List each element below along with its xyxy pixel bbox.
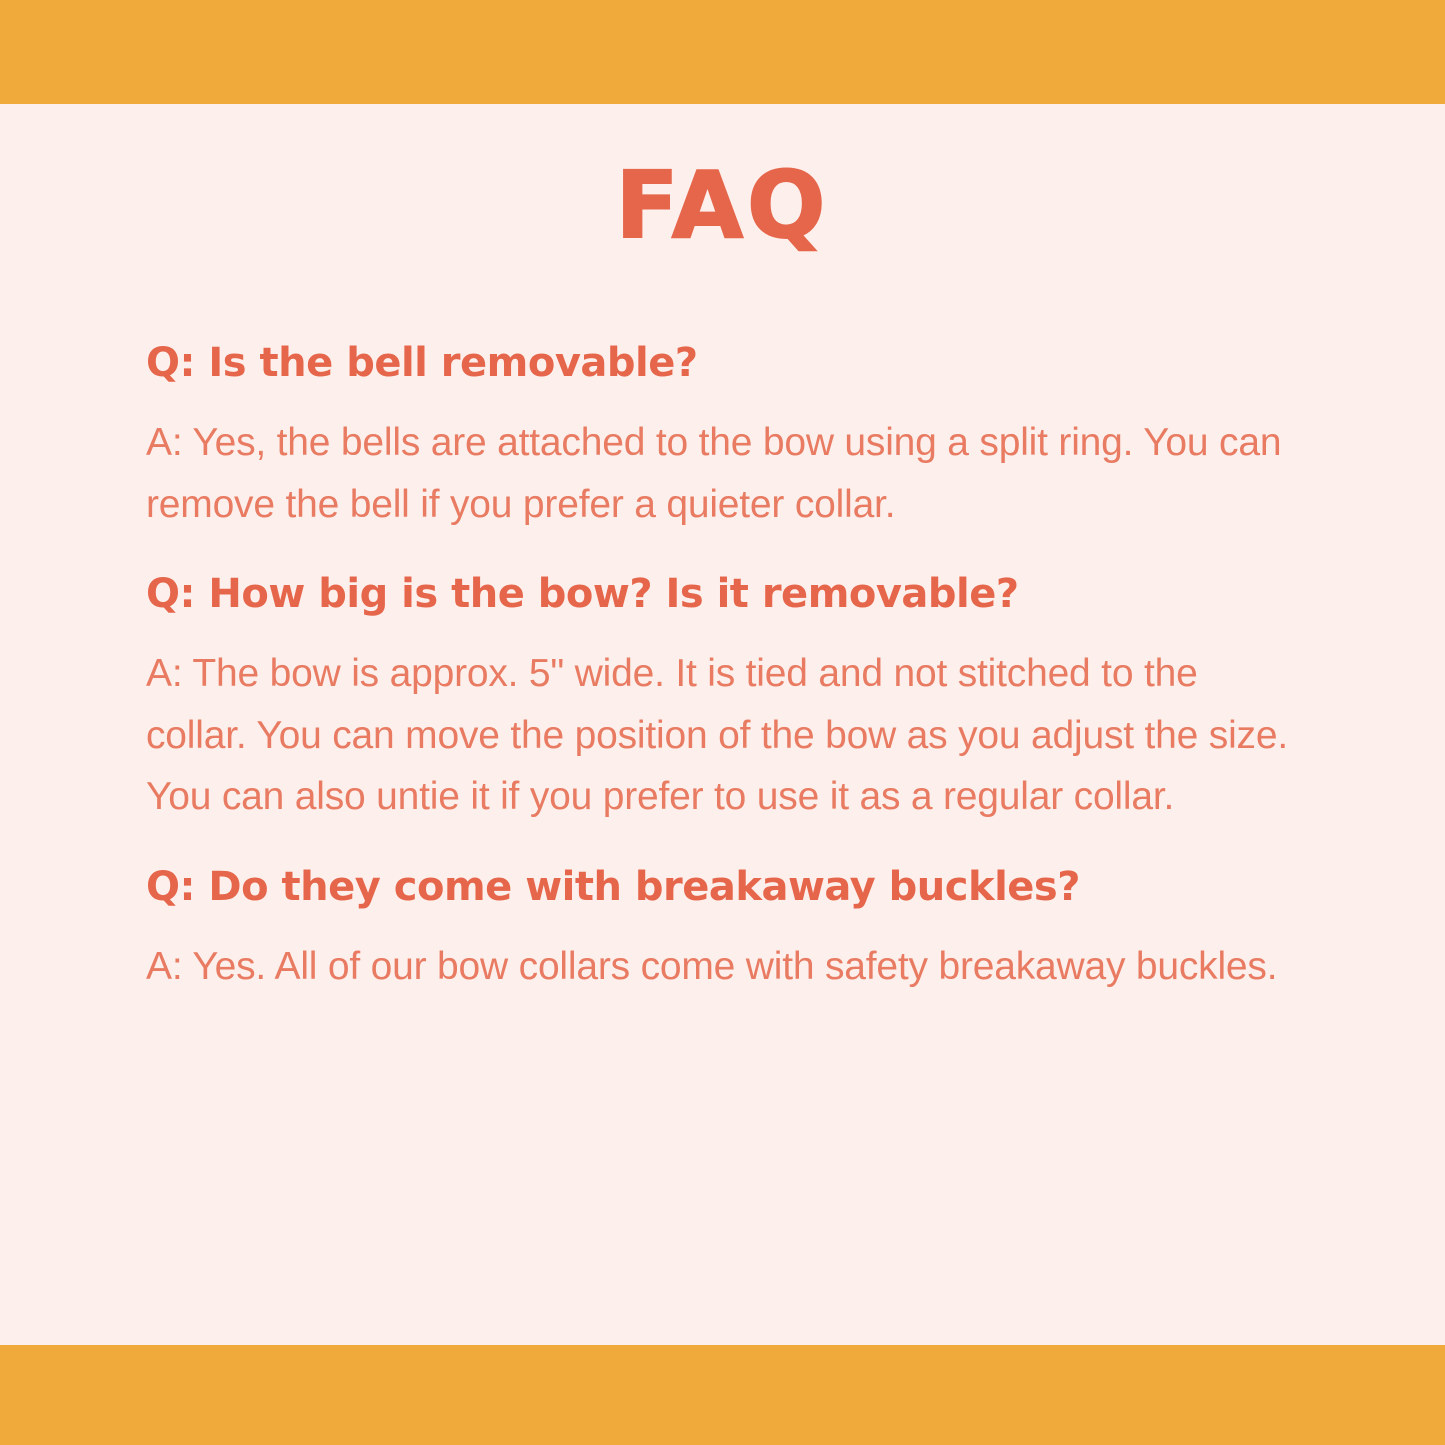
faq-question: Q: Is the bell removable? (146, 340, 698, 386)
faq-item (146, 338, 1299, 535)
faq-question: Q: How big is the bow? Is it removable? (146, 571, 1019, 618)
faq-item (146, 569, 1299, 828)
faq-content (0, 104, 1445, 1345)
faq-list (146, 338, 1299, 998)
page-title: FAQ (615, 152, 830, 259)
faq-answer: A: Yes. All of our bow collars come with safety breakaway buckles. (146, 945, 1278, 989)
faq-answer: A: Yes, the bells are attached to the bow using a split ring. You can remove the bell if you prefer a quieter collar. (146, 421, 1282, 526)
faq-answer: A: The bow is approx. 5" wide. It is tied and not stitched to the collar. You can move the position of the bow as you adjust the size. You can also untie it if you prefer to use it as a regular collar. (146, 652, 1288, 819)
faq-item (146, 862, 1299, 998)
faq-question: Q: Do they come with breakaway buckles? (146, 864, 1080, 911)
top-decorative-band (0, 0, 1445, 104)
bottom-decorative-band (0, 1345, 1445, 1445)
